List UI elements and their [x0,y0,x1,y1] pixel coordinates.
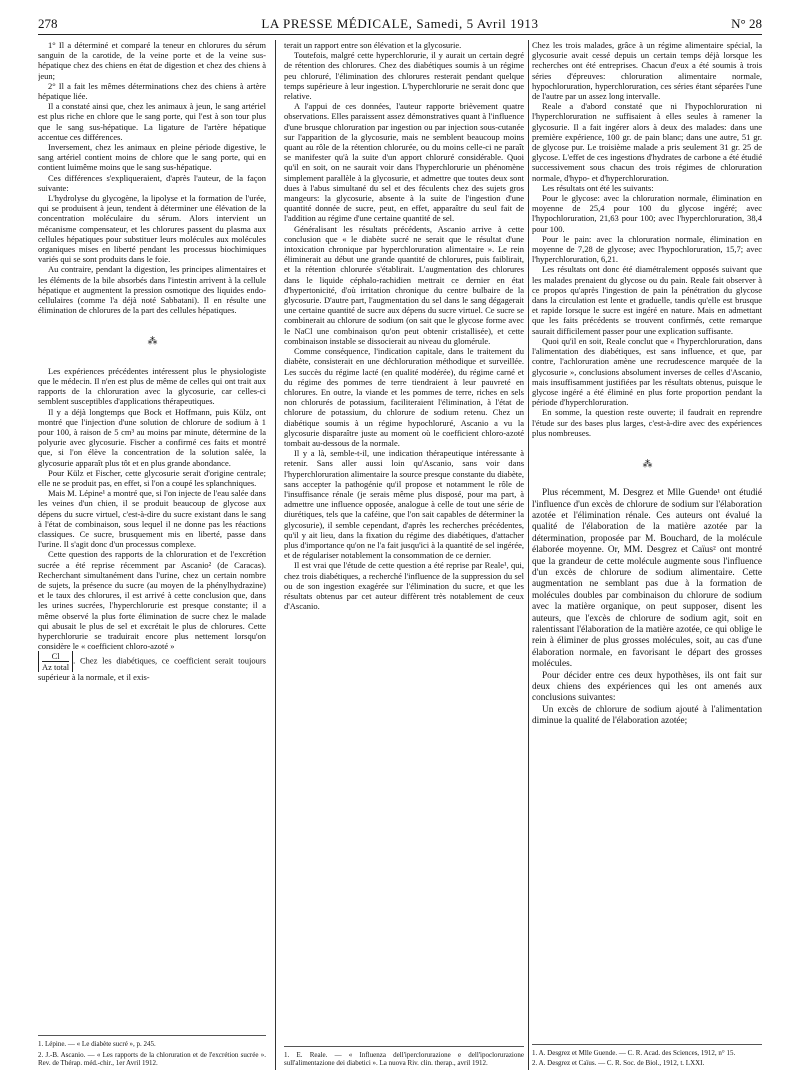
footnotes [38,1035,266,1070]
column-divider [275,40,276,1070]
paragraph: Il a constaté ainsi que, chez les animaux à jeun, le sang artériel est plus riche en chlore que le sang porte, qui l'est à son tour plus que le sang sus-hépatique. La ligature de l'artère hépatique accentue ces différences. [38,101,266,142]
footnotes [284,1046,524,1070]
paragraph: Inversement, chez les animaux en pleine période digestive, le sang artériel contient moins de chlore que le sang porte, qui en contient luimême moins que le sang sus-hépatique. [38,142,266,173]
column-3 [532,40,762,1070]
footnotes [532,1044,762,1070]
paragraph: Toutefois, malgré cette hyperchlorurie, il y aurait un certain degré de rétention des chlorures. Chez des diabétiques soumis à un régime peu chloruré, l'élimination des chlorures resterait pendant quelque temps supérieure à leur ingestion. L'hyperchlorurie ne serait donc que relative. [284,50,524,102]
column-2 [284,40,524,1070]
footnote: 2. J.-B. Ascanio. — « Les rapports de la chloruration et de l'excrétion sucrée ». Rev. de Thérap. méd.-chir., 1er Avril 1912. [38,1050,266,1068]
paragraph: terait un rapport entre son élévation et la glycosurie. [284,40,462,50]
paragraph: Il y a déjà longtemps que Bock et Hoffmann, puis Külz, ont montré que l'injection d'une solution de chlorure de sodium à 1 pour 100, à raison de 5 cm³ au moins par minute, détermine de la polyurie avec glycosurie. Fischer a confirmé ces faits et montré que, si l'on élève la concentration de la solution salée, la glycosurie apparaît plus tôt et en plus grande abondance. [38,406,266,468]
formula-paragraph [38,651,266,682]
paragraph: Pour le glycose: avec la chloruration normale, élimination en moyenne de 25,4 pour 100 du glycose ingéré; avec l'hypochloruration, 21,63 pour 100; avec l'hyperchloruration, 38,4 pour 100. [532,193,762,234]
formula-numerator: Cl [42,651,69,662]
formula-tail: . Chez les diabétiques, ce coefficient serait toujours supérieur à la normale, et il exis- [38,655,266,683]
paragraph: Il est vrai que l'étude de cette question a été reprise par Reale¹, qui, chez trois diabétiques, a recherché l'influence de la suppression du sel ou de son ingestion exagérée sur l'élimination du sucre, et que les résultats obtenus par cet auteur diffèrent très notablement de ceux d'Ascanio. [284,560,524,612]
section-ornament: ⁂ [642,458,652,470]
paragraph: Mais M. Lépine¹ a montré que, si l'on injecte de l'eau salée dans les veines d'un chien, il se produit beaucoup de glycose aux dépens du sucre virtuel, c'est-à-dire du sucre existant dans le sang à l'état de combinaison, sous lequel il ne donne pas les réactions classiques. Ce sucre, brusquement mis en liberté, passe dans l'urine. Il s'agit donc d'un processus complexe. [38,488,266,550]
paragraph: Il y a là, semble-t-il, une indication thérapeutique intéressante à retenir. Sans aller aussi loin qu'Ascanio, sans voir dans l'hyperchloruration alimentaire la source presque constante du diabète, sans accepter la pathogénie qu'il propose et notamment le rôle de l'insuffisance rénale (je serais même plus disposé, pour ma part, à admettre une influence opposée, analogue à celle de tout une série de diurétiques, tels que la caféine, que l'on sait capables de déterminer la glycosurie), il semble cependant, d'après les recherches précédentes, qu'il y ait lieu, dans la fixation du régime des diabétiques, d'attacher plus d'importance qu'on ne l'a fait jusqu'ici à la quantité de sel ingérée, et de régulariser notablement la consommation de ce dernier. [284,448,524,561]
paragraph: Les résultats ont été les suivants: [542,182,654,193]
paragraph: 1° Il a déterminé et comparé la teneur en chlorures du sérum sanguin de la carotide, de la veine porte et de la veine sus-hépatique chez des chiens en état de digestion et chez des chiens à jeun; [38,40,266,81]
journal-title: LA PRESSE MÉDICALE, Samedi, 5 Avril 1913 [261,16,539,31]
paragraph: Généralisant les résultats précédents, Ascanio arrive à cette conclusion que « le diabète sucré ne serait que le résultat d'une intoxication chronique par hyperchloruration alimentaire ». Le rein éliminerait au début une grande quantité de chlorures, puis faiblirait, et la rétention chlorurée s'établirait. L'augmentation des chlorures dans le liquide céphalo-rachidien mettrait ce dernier en état d'hypertonicité, d'où irritation chronique du centre bulbaire de la glycosurie. D'autre part, l'augmentation du sel dans le sang dégagerait une certaine quantité de sucre aux dépens du sucre virtuel. Ce sucre se combinerait au chlorure de sodium (on sait que le glycose forme avec le NaCl une combinaison qu'on peut obtenir cristallisée), et cette combinaison instable se dissocierait au niveau du glomérule. [284,223,524,346]
paragraph: En somme, la question reste ouverte; il faudrait en reprendre l'étude sur des bases plus larges, c'est-à-dire avec des expériences plus nombreuses. [532,407,762,438]
paragraph: Au contraire, pendant la digestion, les principes alimentaires et les éléments de la bile absorbés dans l'intestin arrivent à la cellule hépatique et augmentent la pression osmotique des liquides endo-cellulaires (comme l'a déjà noté Sabbatani). Il en résulte une élimination de chlorures de la part des cellules hépatiques. [38,264,266,316]
paragraph: Pour Külz et Fischer, cette glycosurie serait d'origine centrale; elle ne se produit pas, en effet, si l'on a coupé les splanchniques. [38,467,266,488]
header-rule [38,34,762,35]
footnote: 1. A. Desgrez et Mlle Guende. — C. R. Acad. des Sciences, 1912, n° 15. [532,1048,736,1057]
page-number: 278 [38,16,58,31]
paragraph: Quoi qu'il en soit, Reale conclut que « l'hyperchloruration, dans l'alimentation des diabétiques, est sans influence, et que, par contre, l'achloruration amène une recrudescence marquée de la glycosurie », conclusions absolument inverses de celles d'Ascanio, mais insuffisamment justifiées par les résultats obtenus, puisque le glycose ingéré a été éliminé en plus forte proportion pendant la période d'hyperchloruration. [532,335,762,408]
paragraph: L'hydrolyse du glycogène, la lipolyse et la formation de l'urée, qui se produisent à jeun, tendent à déterminer une élévation de la concentration moléculaire du sérum. Alors intervient un mécanisme compensateur, et les chlorures passent du plasma aux cellules hépatiques pour substituer leurs molécules aux molécules organiques mises en liberté pendant les processus biochimiques variés qui se sont produits dans le foie. [38,193,266,265]
paragraph: Un excès de chlorure de sodium ajouté à l'alimentation diminue la qualité de l'élaboration azotée; [532,704,762,727]
paragraph: 2° Il a fait les mêmes déterminations chez des chiens à artère hépatique liée. [38,80,266,102]
paragraph: Ces différences s'expliqueraient, d'après l'auteur, de la façon suivante: [38,172,266,193]
paragraph: A l'appui de ces données, l'auteur rapporte brièvement quatre observations. Elles paraissent assez démonstratives quant à l'influence d'une brusque chloruration par ingestion ou par injection sous-cutanée sur l'apparition de la glycosurie, mais ne semblent beaucoup moins quant au rôle de la rétention chlorurée, ou du moins celle-ci ne paraît se manifester qu'à la suite d'un apport chloruré considérable. Quoi qu'il en soit, on ne saurait voir dans l'hyperchlorurie un phénomène simplement parallèle à la glycosurie, et admettre que toutes deux sont dues à l'abus simultané du sel et des féculents chez des sujets gros mangeurs: la glycosurie, absente à la suite de l'ingestion d'une quantité donnée de sucre, peut, en effet, apparaître du seul fait de l'addition au régime d'une certaine quantité de sel. [284,101,524,224]
paragraph: Reale a d'abord constaté que ni l'hypochloruration ni l'hyperchloruration ne suffisaient à elles seules à ramener la glycosurie. Il a fait ingérer alors à deux des malades: dans une première expérience, 100 gr. de pain blanc; dans une autre, 51 gr. de glycose pur. Le troisième malade a pris seulement 31 gr. 25 de glycose. L'effet de ces ingestions d'hydrates de carbone a été étudié successivement sous chacun des trois régimes de chloruration normale, d'hypo- et d'hyperchloruration. [532,101,762,183]
paragraph: Chez les trois malades, grâce à un régime alimentaire spécial, la glycosurie avait cessé depuis un certain temps déjà lorsque les recherches ont été entreprises. Chacun d'eux a été soumis à trois séries d'épreuves: chloruration alimentaire normale, hypochloruration, hyperchloruration, ces séries étant séparées l'une de l'autre par un assez long intervalle. [532,40,762,102]
paragraph: Plus récemment, M. Desgrez et Mlle Guende¹ ont étudié l'influence d'un excès de chlorure de sodium sur l'élaboration azotée et l'élimination rénale. Ces auteurs ont évalué la qualité de l'élaboration de la matière azotée par la détermination, proposée par M. Bouchard, de la molécule élaborée moyenne. Or, MM. Desgrez et Caïus² ont montré que la grandeur de cette molécule augmente sous l'influence d'un excès de chlorure de sodium alimentaire. Cette augmentation ne semblant pas due à la formation de molécules doubles par combinaison du chlorure de sodium avec la matière organique, on peut supposer, disent les auteurs, que l'excès de chlorure de sodium agit, soit en ralentissant l'élaboration de la matière azotée, ce qui oblige le rein à éliminer de plus grosses molécules, soit, au cas d'une élaboration normale, en favorisant le départ des grosses molécules. [532,488,762,670]
column-divider [528,40,529,1070]
paragraph: Les expériences précédentes intéressent plus le physiologiste que le médecin. Il n'en est plus de même de celles qui ont trait aux rapports de la chloruration avec la glycosurie, car celles-ci semblent susceptibles d'applications thérapeutiques. [38,365,266,407]
paragraph: Cette question des rapports de la chloruration et de l'excrétion sucrée a été reprise récemment par Ascanio² (de Caracas). Recherchant simultanément dans l'urine, chez un certain nombre de sujets, la présence du sucre (au moyen de la phénylhydrazine) et le taux des chlorures, il est arrivé à cette conclusion que, dans les urines sucrées, l'hyperchlorurie est presque constante; il a même observé la plus forte élimination de sucre chez le malade qui abusait le plus de sel et excrétait le plus de chlorures. Cette hyperchlorurie se traduirait encore plus nettement lorsqu'on considère le « coefficient chloro-azoté » [38,549,266,652]
issue-number: N° 28 [731,16,762,31]
chloro-azote-formula [38,651,73,672]
footnote: 1. Lépine. — « Le diabète sucré », p. 245. [38,1040,156,1049]
footnote: 2. A. Desgrez et Caïus. — C. R. Soc. de Biol., 1912, t. LXXI. [532,1059,705,1068]
paragraph: Pour décider entre ces deux hypothèses, ils ont fait sur deux chiens des expériences qui les ont amenés aux conclusions suivantes: [532,670,762,704]
footnote: 1. E. Reale. — « Influenza dell'iperclorurazione e dell'ipoclorurazione sull'alimentazione dei diabetici ». La nuova Riv. clin. therap., avril 1912. [284,1050,524,1068]
paragraph: Les résultats ont donc été diamétralement opposés suivant que les malades prenaient du glycose ou du pain. Reale fait observer à ce propos qu'après l'ingestion de pain la pénétration du glycose dans la circulation est lente et graduelle, tandis qu'elle est brusque et rapide lorsque le sucre est ingéré en nature. Mais en admettant que les faits précédents se trouvent confirmés, cette remarque saurait difficilement passer pour une explication suffisante. [532,264,762,336]
page-header [38,14,762,36]
section-ornament: ⁂ [147,336,157,348]
formula-denominator: Az total [42,662,70,673]
paragraph: Comme conséquence, l'indication capitale, dans le traitement du diabète, consisterait en une déchloruration méthodique et surveillée. Les succès du régime lacté (en qualité modérée), du régime carné et du régime des pommes de terre tiendraient à leur pauvreté en chlorures. En outre, la viande et les pommes de terre, riches en sels non chlorurés de potassium, faciliteraient l'élimination, à l'état de chlorure de potassium, du chlorure de sodium retenu. Chez un diabétique soumis à un régime hypochloruré, Ascanio a vu la glycosurie disparaître juste au moment où le coefficient chloro-azoté tombait au-dessous de la normale. [284,346,524,448]
column-1 [38,40,266,1070]
paragraph: Pour le pain: avec la chloruration normale, élimination en moyenne de 7,28 de glycose; avec l'hypochloruration, 15,7; avec l'hyperchloruration, 6,21. [532,233,762,265]
